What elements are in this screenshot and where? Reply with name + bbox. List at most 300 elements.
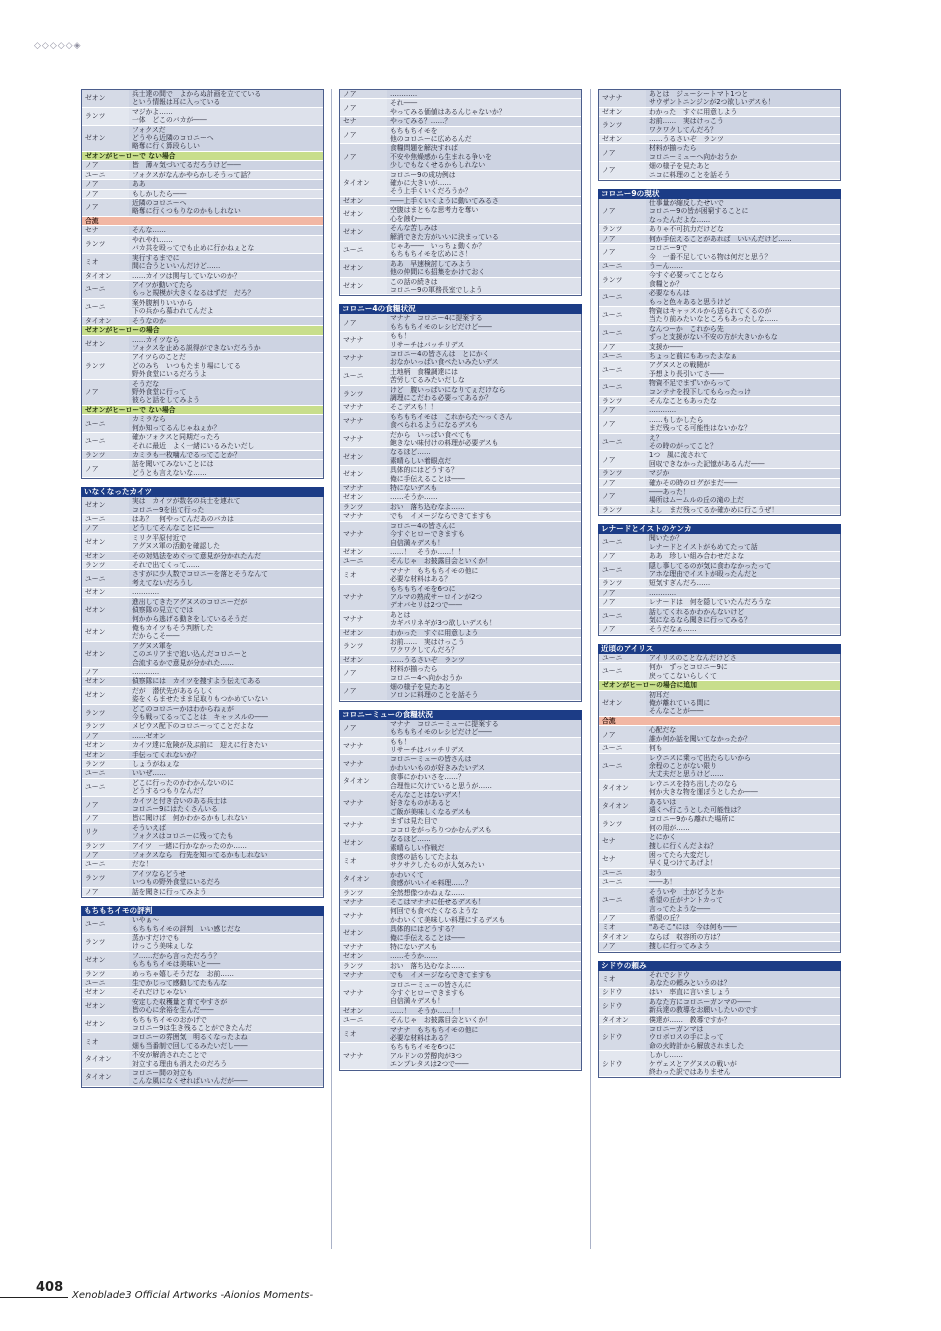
speaker-name: ノア bbox=[340, 99, 387, 116]
dialogue-row bbox=[599, 488, 840, 506]
section-title: 近頃のアイリス bbox=[598, 644, 841, 654]
dialogue-line: 確かフォクスと同期だったろ それに最近 よく一緒にいるみたいだし bbox=[129, 433, 323, 450]
dialogue-row bbox=[82, 732, 323, 741]
dialogue-row bbox=[599, 608, 840, 626]
dialogue-row bbox=[599, 479, 840, 488]
dialogue-row bbox=[599, 416, 840, 434]
dialogue-line: なんつーか これから先 ずっと支援がない不安の方が大きいかもな bbox=[646, 325, 840, 342]
dialogue-row bbox=[599, 726, 840, 744]
dialogue-line: やれやれ…… バカ共を殴ってでも止めに行かねぇとな bbox=[129, 236, 323, 253]
dialogue-line: 安定した収穫量と育てやすさが 皆の心に余裕を生んだ―― bbox=[129, 998, 323, 1015]
speaker-name: ユーニ bbox=[82, 769, 129, 777]
dialogue-line: 必要なもんは もっと色々あると思うけど bbox=[646, 289, 840, 306]
dialogue-line: 食糧問題を解決すれば 不安や焦燥感から生まれる争いを 少しでもなくせるかもしれない bbox=[387, 144, 581, 169]
speaker-name: ノア bbox=[599, 552, 646, 560]
speaker-name: ランツ bbox=[599, 397, 646, 405]
dialogue-line: そうだなぁ…… bbox=[646, 625, 840, 633]
dialogue-line: ………… bbox=[646, 406, 840, 414]
dialogue-line: コロニーミューの皆さんは かわいいものが好きみたいデス bbox=[387, 755, 581, 772]
dialogue-row bbox=[82, 705, 323, 723]
dialogue-line: 皆 薄々気づいてるだろうけど―― bbox=[129, 161, 323, 169]
speaker-name: ゼオン bbox=[340, 260, 387, 277]
dialogue-row bbox=[82, 751, 323, 760]
dialogue-line: マナナ コロニーミューに提案する もちもちイモのレシピだけど―― bbox=[387, 720, 581, 737]
dialogue-line: ――あ！ bbox=[646, 878, 840, 886]
dialogue-row bbox=[340, 889, 581, 898]
speaker-name: ゼオン bbox=[82, 952, 129, 969]
speaker-name: ゼオン bbox=[599, 691, 646, 716]
speaker-name: マナナ bbox=[340, 981, 387, 1006]
speaker-name: シドウ bbox=[599, 988, 646, 996]
dialogue-line: ……うるさいぞ ランツ bbox=[646, 135, 840, 143]
dialogue-row bbox=[340, 907, 581, 925]
speaker-name: ランツ bbox=[82, 353, 129, 378]
speaker-name: ランツ bbox=[82, 970, 129, 978]
speaker-name: ユーニ bbox=[599, 262, 646, 270]
section-title: コロニーミューの食糧状況 bbox=[339, 710, 582, 720]
speaker-name: マナナ bbox=[599, 90, 646, 107]
section-title: もちもちイモの評判 bbox=[81, 906, 324, 916]
dialogue-row bbox=[82, 860, 323, 869]
dialogue-line: だが 潜伏先があるらしく 姿をくらませたまま足取りもつかめていない bbox=[129, 687, 323, 704]
dialogue-line: 物資不足でまずいからって コンテナを投下してもらったっけ bbox=[646, 379, 840, 396]
speaker-name: ランツ bbox=[82, 236, 129, 253]
dialogue-row bbox=[599, 552, 840, 561]
dialogue-row bbox=[82, 336, 323, 354]
dialogue-row bbox=[599, 343, 840, 352]
dialogue-line: アグヌスとの戦闘が 予想より長引いてさ―― bbox=[646, 361, 840, 378]
dialogue-line: 初耳だ 俺が離れている間に そんなことが―― bbox=[646, 691, 840, 716]
dialogue-row bbox=[340, 720, 581, 738]
speaker-name: マナナ bbox=[340, 413, 387, 430]
dialogue-table bbox=[598, 199, 841, 516]
speaker-name: ユーニ bbox=[340, 242, 387, 259]
dialogue-line: マナナ もちもちイモの他に 必要な材料はある？ bbox=[387, 567, 581, 584]
speaker-name: ノア bbox=[82, 888, 129, 896]
speaker-name: セナ bbox=[599, 851, 646, 868]
dialogue-line: とにかく 捜しに行くんだよね？ bbox=[646, 833, 840, 850]
dialogue-line: ………… bbox=[646, 589, 840, 597]
dialogue-row bbox=[599, 199, 840, 225]
dialogue-line: ……ゼオン bbox=[129, 732, 323, 740]
dialogue-row bbox=[599, 598, 840, 607]
speaker-name: ノア bbox=[340, 314, 387, 331]
speaker-name: ノア bbox=[599, 625, 646, 633]
dialogue-line: 話を聞きに行ってみよう bbox=[129, 888, 323, 896]
dialogue-line: はい 率直に言いましょう bbox=[646, 988, 840, 996]
dialogue-row bbox=[82, 851, 323, 860]
dialogue-line: しかし…… ケヴェスとアグヌスの戦いが 終わった訳ではありません bbox=[646, 1051, 840, 1076]
dialogue-line: 畑の様子を見たあと ソロンに料理のことを話そう bbox=[387, 683, 581, 700]
dialogue-row bbox=[82, 415, 323, 433]
speaker-name: ミオ bbox=[82, 1033, 129, 1050]
dialogue-row bbox=[599, 971, 840, 989]
dialogue-row bbox=[340, 585, 581, 611]
dialogue-line: ………… bbox=[129, 668, 323, 676]
dialogue-table bbox=[81, 497, 324, 898]
dialogue-line: あとは ジューシートマト1つと サウザントニンジンが2つ欲しいデスも！ bbox=[646, 90, 840, 107]
speaker-name: マナナ bbox=[340, 403, 387, 411]
dialogue-line: コロニー間の対立も こんな風になくせればいいんだが―― bbox=[129, 1069, 323, 1086]
dialogue-line: マナナ コロニー4に提案する もちもちイモのレシピだけど―― bbox=[387, 314, 581, 331]
dialogue-line: 支援か―― bbox=[646, 343, 840, 351]
dialogue-row bbox=[82, 916, 323, 934]
dialogue-row bbox=[599, 923, 840, 932]
dialogue-row bbox=[82, 814, 323, 823]
dialogue-line: コロニー4の皆さんは とにかく おなかいっぱい食べたいみたいデス bbox=[387, 350, 581, 367]
dialogue-row bbox=[599, 271, 840, 289]
dialogue-line: あなた方にコロニーガンマの―― 新兵達の教導をお願いしたいのです bbox=[646, 998, 840, 1015]
dialogue-line: そこはマナナに任せるデスも！ bbox=[387, 898, 581, 906]
dialogue-row bbox=[82, 624, 323, 642]
dialogue-row bbox=[82, 598, 323, 624]
speaker-name: ランツ bbox=[599, 815, 646, 832]
dialogue-row bbox=[599, 744, 840, 753]
dialogue-row bbox=[599, 914, 840, 923]
speaker-name: ノア bbox=[599, 914, 646, 922]
speaker-name: ノア bbox=[599, 942, 646, 950]
dialogue-row bbox=[340, 898, 581, 907]
dialogue-line: 生でかじって感動してたもんな bbox=[129, 979, 323, 987]
dialogue-line: ……カイツは関与していないのか？ bbox=[129, 272, 323, 280]
dialogue-row bbox=[340, 260, 581, 278]
dialogue-row bbox=[82, 226, 323, 235]
dialogue-row bbox=[82, 1033, 323, 1051]
dialogue-row bbox=[340, 224, 581, 242]
dialogue-row bbox=[340, 835, 581, 853]
dialogue-row bbox=[340, 629, 581, 638]
dialogue-row bbox=[340, 368, 581, 386]
dialogue-row bbox=[340, 853, 581, 871]
speaker-name: ミオ bbox=[599, 971, 646, 988]
speaker-name: ランツ bbox=[340, 638, 387, 655]
dialogue-line: 蒸かすだけでも けっこう美味ぇしな bbox=[129, 934, 323, 951]
dialogue-row bbox=[82, 979, 323, 988]
speaker-name: ノア bbox=[82, 797, 129, 814]
speaker-name: ランツ bbox=[599, 579, 646, 587]
dialogue-line: ……！ そうか……！！ bbox=[387, 1007, 581, 1015]
dialogue-row bbox=[82, 779, 323, 797]
dialogue-row bbox=[599, 434, 840, 452]
speaker-name: ユーニ bbox=[82, 860, 129, 868]
dialogue-line: ありゃ不可抗力だけどな bbox=[646, 225, 840, 233]
dialogue-line: もちもちイモを6つに アルマの熟成サーロインが2つ デオバセリは2つで―― bbox=[387, 585, 581, 610]
speaker-name: ランツ bbox=[340, 889, 387, 897]
footer-rule bbox=[0, 1297, 68, 1298]
dialogue-row bbox=[82, 190, 323, 199]
dialogue-line: フ……だから言っただろう？ もちもちイモは美味いと―― bbox=[129, 952, 323, 969]
dialogue-line: アイツが動いてたら もっと規模が大きくなるはずだ だろ？ bbox=[129, 281, 323, 298]
dialogue-row bbox=[599, 235, 840, 244]
dialogue-row bbox=[340, 665, 581, 683]
dialogue-row bbox=[340, 493, 581, 502]
dialogue-line: なるほど…… 素晴らしい作戦だ bbox=[387, 835, 581, 852]
speaker-name: ユーニ bbox=[599, 361, 646, 378]
speaker-name: ランツ bbox=[82, 705, 129, 722]
dialogue-row bbox=[82, 870, 323, 888]
speaker-name: マナナ bbox=[340, 943, 387, 951]
dialogue-row bbox=[340, 548, 581, 557]
dialogue-row bbox=[340, 925, 581, 943]
dialogue-row bbox=[340, 683, 581, 701]
dialogue-line: だから いっぱい食べても 飽きない味付けの料理が必要デスも bbox=[387, 431, 581, 448]
speaker-name: ノア bbox=[599, 451, 646, 468]
dialogue-row bbox=[82, 677, 323, 686]
dialogue-line: ……カイツなら フォクスを止める説得ができないだろうか bbox=[129, 336, 323, 353]
dialogue-line: 材料が揃ったら コロニー4へ向かおうか bbox=[387, 665, 581, 682]
dialogue-row bbox=[340, 557, 581, 566]
speaker-name: ユーニ bbox=[82, 171, 129, 179]
dialogue-row bbox=[340, 117, 581, 126]
dialogue-line: ちょっと前にもあったよなぁ bbox=[646, 352, 840, 360]
dialogue-line: フォクスなら 行先を知ってるかもしれない bbox=[129, 851, 323, 859]
dialogue-row bbox=[340, 90, 581, 99]
dialogue-row bbox=[340, 503, 581, 512]
speaker-name: ユーニ bbox=[340, 368, 387, 385]
speaker-name: ユーニ bbox=[82, 916, 129, 933]
speaker-name: ランツ bbox=[82, 842, 129, 850]
dialogue-row bbox=[340, 206, 581, 224]
dialogue-table bbox=[339, 720, 582, 1071]
speaker-name: ノア bbox=[82, 814, 129, 822]
dialogue-line: レウニスを持ち出したのなら 何か大きな物を運ぼうとしたか―― bbox=[646, 780, 840, 797]
speaker-name: ゼオン bbox=[340, 493, 387, 501]
dialogue-line: 心配だな 誰か何か話を聞いてなかったか？ bbox=[646, 726, 840, 743]
speaker-name: ゼオン bbox=[82, 534, 129, 551]
speaker-name: ゼオン bbox=[599, 135, 646, 143]
dialogue-row bbox=[599, 933, 840, 942]
dialogue-line: アイリスのことなんだけどさ bbox=[646, 654, 840, 662]
dialogue-row bbox=[599, 262, 840, 271]
speaker-name: ユーニ bbox=[599, 754, 646, 779]
speaker-name: シドウ bbox=[599, 1025, 646, 1050]
dialogue-line: それで出てくって…… bbox=[129, 561, 323, 569]
dialogue-row bbox=[599, 888, 840, 914]
dialogue-line: 話してくれるかわかんないけど 気になるなら聞きに行ってみる？ bbox=[646, 608, 840, 625]
dialogue-line: まずは見た目で ココロをがっちりつかむんデスも bbox=[387, 817, 581, 834]
dialogue-row bbox=[599, 352, 840, 361]
dialogue-line: めっちゃ嬉しそうだな お前…… bbox=[129, 970, 323, 978]
speaker-name: ユーニ bbox=[599, 888, 646, 913]
speaker-name: ノア bbox=[82, 851, 129, 859]
dialogue-line: え？ その時のがってこと？ bbox=[646, 434, 840, 451]
dialogue-line: アグヌス軍を このエリアまで追い込んだコロニーと 合流するかで意見が分かれた…… bbox=[129, 642, 323, 667]
speaker-name: ゼオン bbox=[82, 998, 129, 1015]
speaker-name: ノア bbox=[82, 460, 129, 477]
speaker-name: ノア bbox=[82, 180, 129, 188]
speaker-name: ノア bbox=[82, 199, 129, 216]
dialogue-line: 俺もカイツもそう判断した だからこそ―― bbox=[129, 624, 323, 641]
speaker-name: ノア bbox=[599, 589, 646, 597]
speaker-name: ノア bbox=[82, 732, 129, 740]
dialogue-row bbox=[599, 451, 840, 469]
dialogue-row bbox=[82, 970, 323, 979]
dialogue-row bbox=[340, 952, 581, 961]
dialogue-line: うーん…… bbox=[646, 262, 840, 270]
speaker-name: ゼオン bbox=[340, 197, 387, 205]
dialogue-line: 隠し事してるのが気に食わなかったって アホな理由でイストが殴ったんだと bbox=[646, 562, 840, 579]
speaker-name: マナナ bbox=[340, 484, 387, 492]
dialogue-line: 短気すぎんだろ…… bbox=[646, 579, 840, 587]
dialogue-row bbox=[340, 448, 581, 466]
speaker-name: ミオ bbox=[340, 567, 387, 584]
dialogue-row bbox=[82, 687, 323, 705]
speaker-name: タイオン bbox=[599, 1016, 646, 1024]
dialogue-line: ……うるさいぞ ランツ bbox=[387, 656, 581, 664]
dialogue-row bbox=[82, 952, 323, 970]
dialogue-row bbox=[340, 738, 581, 756]
dialogue-row bbox=[82, 534, 323, 552]
speaker-name: マナナ bbox=[340, 522, 387, 547]
speaker-name: ゼオン bbox=[82, 126, 129, 151]
speaker-name: リク bbox=[82, 824, 129, 841]
dialogue-line: ……もしかしたら まだ残ってる可能性はないかな？ bbox=[646, 416, 840, 433]
speaker-name: ノア bbox=[599, 479, 646, 487]
dialogue-row bbox=[340, 171, 581, 197]
dialogue-row bbox=[340, 403, 581, 412]
speaker-name: ゼオン bbox=[82, 751, 129, 759]
speaker-name: ゼオン bbox=[82, 642, 129, 667]
dialogue-row bbox=[599, 361, 840, 379]
speaker-name: ノア bbox=[340, 144, 387, 169]
dialogue-row bbox=[82, 281, 323, 299]
dialogue-row bbox=[340, 971, 581, 980]
section-title: シドウの頼み bbox=[598, 961, 841, 971]
dialogue-row bbox=[82, 797, 323, 815]
dialogue-line: そうだな 野外食堂に行って 彼らと話をしてみよう bbox=[129, 380, 323, 405]
dialogue-row bbox=[599, 589, 840, 598]
speaker-name: タイオン bbox=[82, 1051, 129, 1068]
dialogue-row bbox=[340, 99, 581, 117]
dialogue-line: アイツ 一緒に行かなかったのか…… bbox=[129, 842, 323, 850]
dialogue-row bbox=[340, 332, 581, 350]
dialogue-row bbox=[340, 484, 581, 493]
speaker-name: セナ bbox=[82, 226, 129, 234]
dialogue-line: 兵士達の間で よからぬ計画を立てている という情報は耳に入っている bbox=[129, 90, 323, 107]
dialogue-row bbox=[599, 379, 840, 397]
speaker-name: ゼオン bbox=[82, 988, 129, 996]
dialogue-line: でも イメージならできてますも bbox=[387, 512, 581, 520]
speaker-name: ユーニ bbox=[340, 1016, 387, 1024]
speaker-name: マナナ bbox=[340, 738, 387, 755]
dialogue-row bbox=[599, 506, 840, 515]
dialogue-line: それ―― やってみる価値はあるんじゃないか？ bbox=[387, 99, 581, 116]
dialogue-line: いいぜ…… bbox=[129, 769, 323, 777]
dialogue-line: そんなこともあったな bbox=[646, 397, 840, 405]
dialogue-line: フォクスだ どうやら近隣のコロニーへ 略奪に行く算段らしい bbox=[129, 126, 323, 151]
speaker-name: マナナ bbox=[340, 817, 387, 834]
dialogue-line: 具体的にはどうする？ 俺に手伝えることは―― bbox=[387, 466, 581, 483]
dialogue-line: レナードは 何を隠していたんだろうな bbox=[646, 598, 840, 606]
speaker-name: ノア bbox=[340, 90, 387, 98]
dialogue-row bbox=[340, 1007, 581, 1016]
dialogue-line: 何回でも食べたくなるような かわいくて美味しい料理にするデスも bbox=[387, 907, 581, 924]
dialogue-line: カイツと付き合いのある兵士は コロニー9にはたくさんいる bbox=[129, 797, 323, 814]
dialogue-line: 食感の話もしてたよね サクサクしたものが人気みたい bbox=[387, 853, 581, 870]
dialogue-line: 捜しに行ってみよう bbox=[646, 942, 840, 950]
dialogue-row bbox=[340, 567, 581, 585]
dialogue-row bbox=[82, 497, 323, 515]
speaker-name: ノア bbox=[599, 488, 646, 505]
dialogue-line: もちもちイモは これからた～っくさん 食べられるようになるデスも bbox=[387, 413, 581, 430]
dialogue-row bbox=[599, 307, 840, 325]
dialogue-line: コロニーミューの皆さんに 今すぐヒローできますも 自信満々デスも！ bbox=[387, 981, 581, 1006]
speaker-name: ランツ bbox=[82, 760, 129, 768]
dialogue-line: 食事にかわいさを……？ 合理性に欠けていると思うが…… bbox=[387, 773, 581, 790]
speaker-name: ランツ bbox=[340, 962, 387, 970]
dialogue-row bbox=[340, 144, 581, 170]
dialogue-row bbox=[599, 815, 840, 833]
dialogue-row bbox=[340, 871, 581, 889]
dialogue-line: もちもちイモのおかげで コロニー9は生き残ることができたんだ bbox=[129, 1016, 323, 1033]
dialogue-line: カイツ達に危険が及ぶ前に 迎えに行きたい bbox=[129, 741, 323, 749]
speaker-name: タイオン bbox=[82, 272, 129, 280]
speaker-name: ゼオン bbox=[82, 624, 129, 641]
dialogue-row bbox=[599, 579, 840, 588]
dialogue-line: そういや 土がどうとか 希望の丘がナントカって 言ってたような―― bbox=[646, 888, 840, 913]
dialogue-line: じゃあ―― いっちょ動くか？ もちもちイモを広めにさ！ bbox=[387, 242, 581, 259]
dialogue-row bbox=[340, 413, 581, 431]
dialogue-line: ……そうか…… bbox=[387, 493, 581, 501]
dialogue-row bbox=[82, 642, 323, 668]
dialogue-line: 実行するまでに 間に合うといいんだけど…… bbox=[129, 254, 323, 271]
speaker-name: ノア bbox=[82, 161, 129, 169]
dialogue-line: 材料が揃ったら コロニーミューへ向かおうか bbox=[646, 144, 840, 161]
dialogue-row bbox=[82, 741, 323, 750]
dialogue-row bbox=[599, 869, 840, 878]
dialogue-line: アイツらのことだ どのみち いつもたまり場にしてる 野外食堂にいるだろうよ bbox=[129, 353, 323, 378]
dialogue-line: ……！ そうか……！！ bbox=[387, 548, 581, 556]
dialogue-row bbox=[82, 171, 323, 180]
column-1 bbox=[81, 89, 324, 1088]
dialogue-row bbox=[340, 314, 581, 332]
speaker-name: ユーニ bbox=[599, 325, 646, 342]
dialogue-row bbox=[82, 842, 323, 851]
dialogue-line: 皆に聞けば 何かわかるかもしれない bbox=[129, 814, 323, 822]
dialogue-line: どこに行ったのかわかんないのに どうするつもりなんだ？ bbox=[129, 779, 323, 796]
speaker-name: ゼオン bbox=[82, 677, 129, 685]
speaker-name: ゼオン bbox=[82, 687, 129, 704]
dialogue-line: カミラなら 何か知ってるんじゃねぇか？ bbox=[129, 415, 323, 432]
condition-header: ゼオンがヒーローで ない場合 bbox=[82, 152, 323, 162]
dialogue-line: ああ 珍しい組み合わせだよな bbox=[646, 552, 840, 560]
dialogue-line: 畑の様子を見たあと ニコに料理のことを話そう bbox=[646, 162, 840, 179]
dialogue-row bbox=[599, 1025, 840, 1051]
dialogue-line: ………… bbox=[129, 588, 323, 596]
speaker-name: ユーニ bbox=[599, 434, 646, 451]
speaker-name: ゼオン bbox=[340, 206, 387, 223]
speaker-name: ノア bbox=[340, 720, 387, 737]
dialogue-line: そんじゃ お披露目会といくか！ bbox=[387, 1016, 581, 1024]
speaker-name: ノア bbox=[599, 416, 646, 433]
dialogue-table bbox=[598, 89, 841, 181]
speaker-name: ユーニ bbox=[599, 379, 646, 396]
dialogue-line: 全然想像つかねぇな…… bbox=[387, 889, 581, 897]
dialogue-line: 土地柄 食糧調達には 苦労してるみたいだしな bbox=[387, 368, 581, 385]
dialogue-row bbox=[340, 962, 581, 971]
dialogue-row bbox=[599, 117, 840, 135]
speaker-name: セナ bbox=[599, 833, 646, 850]
speaker-name: ゼオン bbox=[82, 90, 129, 107]
dialogue-table bbox=[598, 654, 841, 953]
dialogue-line: コロニーの雰囲気 明るくなったよね 畑も当番制で回してるみたいだし―― bbox=[129, 1033, 323, 1050]
dialogue-row bbox=[82, 460, 323, 478]
dialogue-row bbox=[82, 317, 323, 326]
dialogue-row bbox=[82, 934, 323, 952]
dialogue-row bbox=[82, 1069, 323, 1087]
speaker-name: ランツ bbox=[82, 451, 129, 459]
dialogue-row bbox=[340, 127, 581, 145]
